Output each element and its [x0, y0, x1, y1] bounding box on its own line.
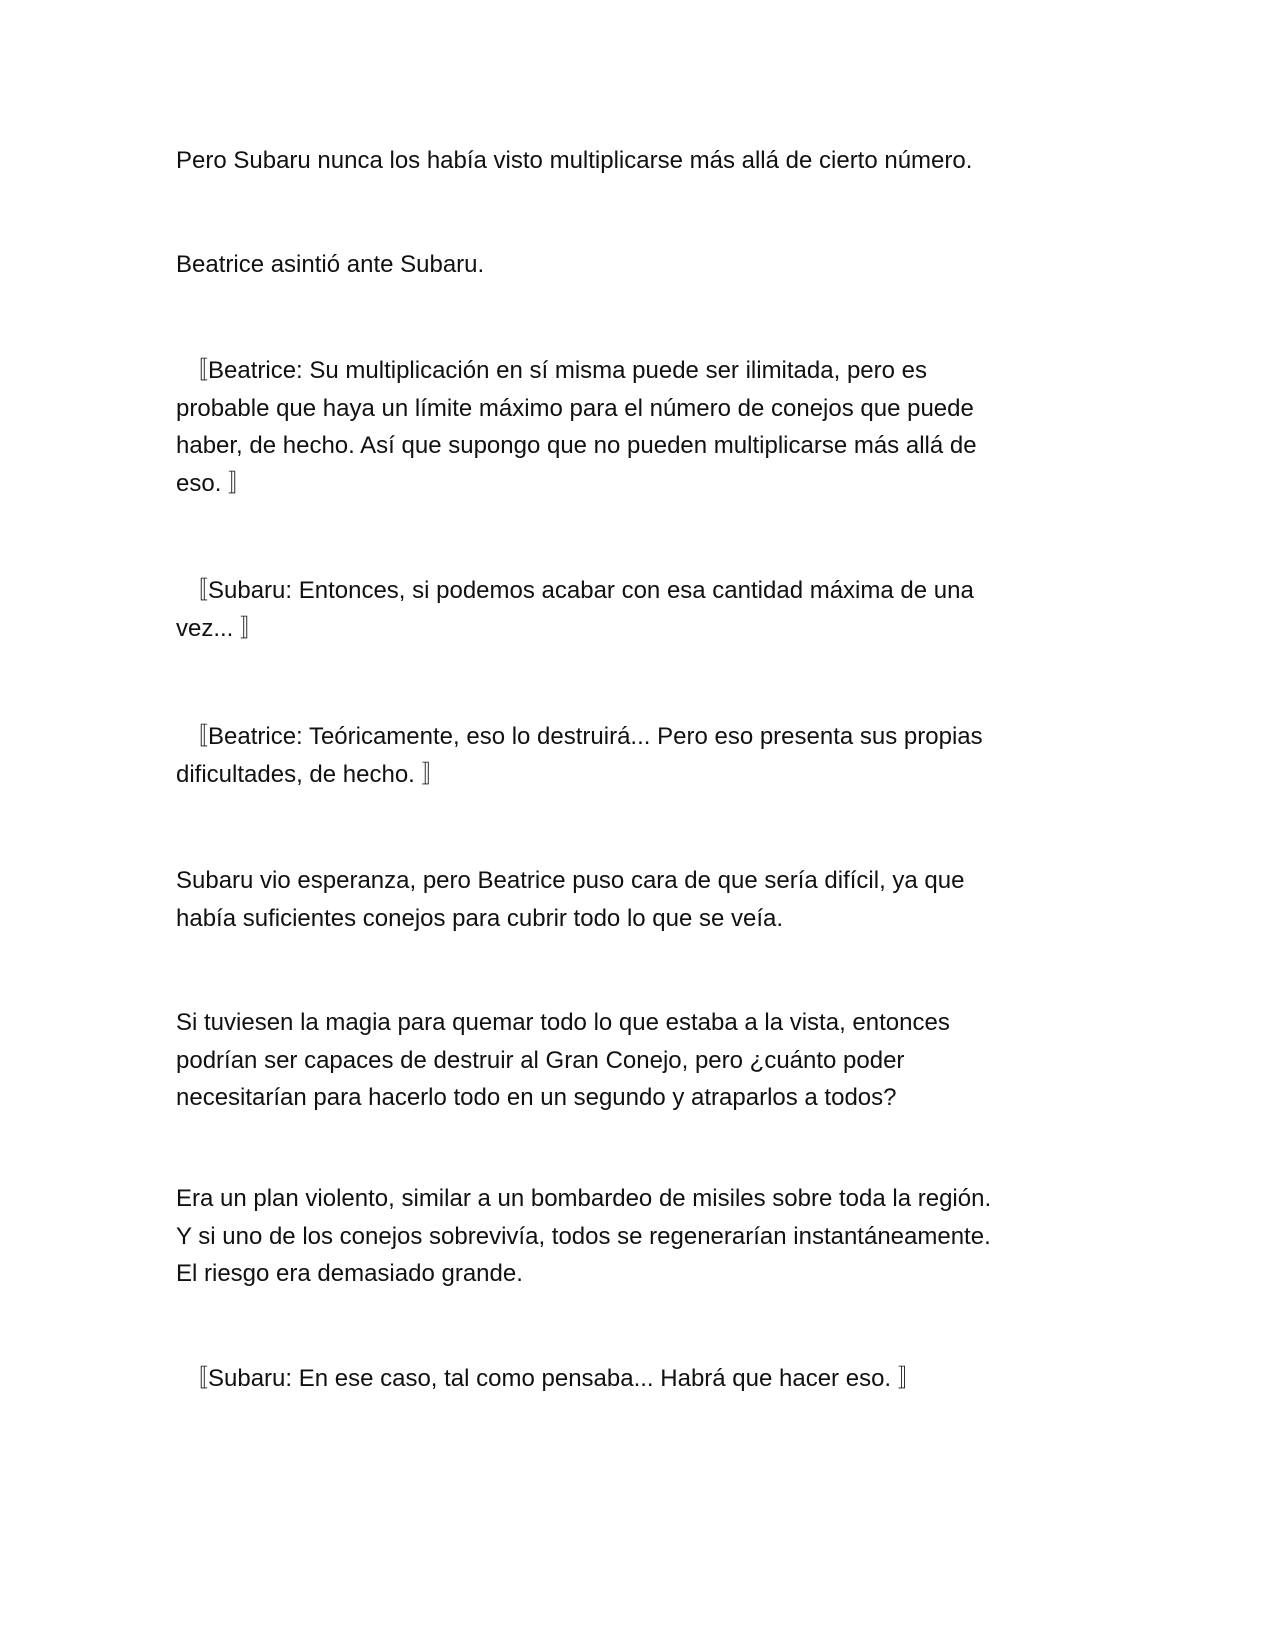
paragraph-dialogue	[176, 1360, 1096, 1398]
text-line: necesitarían para hacerlo todo en un segundo y atraparlos a todos?	[176, 1084, 897, 1111]
text-line: podrían ser capaces de destruir al Gran Conejo, pero ¿cuánto poder	[176, 1046, 905, 1074]
text-line: 〚Subaru: Entonces, si podemos acabar con esa cantidad máxima de una	[184, 577, 974, 604]
paragraph-narration	[176, 246, 1096, 284]
text-line: haber, de hecho. Así que supongo que no pueden multiplicarse más allá de	[176, 432, 977, 459]
text-line: El riesgo era demasiado grande.	[176, 1260, 523, 1287]
text-line: Y si uno de los conejos sobrevivía, todos se regenerarían instantáneamente.	[176, 1222, 991, 1250]
paragraph-narration	[176, 1004, 1096, 1117]
text-line: Si tuviesen la magia para quemar todo lo que estaba a la vista, entonces	[176, 1009, 950, 1036]
text-line: eso. 〛	[176, 469, 253, 497]
text-line: 〚Beatrice: Teóricamente, eso lo destruirá... Pero eso presenta sus propias	[184, 723, 983, 750]
text-line: 〚Beatrice: Su multiplicación en sí misma puede ser ilimitada, pero es	[184, 357, 927, 384]
paragraph-narration	[176, 142, 1096, 180]
paragraph-dialogue	[176, 572, 1096, 647]
paragraph-dialogue	[176, 718, 1096, 793]
paragraph-dialogue	[176, 352, 1096, 502]
paragraph-narration	[176, 862, 1096, 937]
paragraph-narration	[176, 1180, 1096, 1293]
text-line: Subaru vio esperanza, pero Beatrice puso cara de que sería difícil, ya que	[176, 867, 965, 894]
text-line: había suficientes conejos para cubrir todo lo que se veía.	[176, 904, 784, 932]
text-line: 〚Subaru: En ese caso, tal como pensaba... Habrá que hacer eso. 〛	[184, 1365, 922, 1392]
text-line: probable que haya un límite máximo para el número de conejos que puede	[176, 394, 974, 422]
text-line: Beatrice asintió ante Subaru.	[176, 251, 485, 278]
text-line: Era un plan violento, similar a un bombardeo de misiles sobre toda la región.	[176, 1185, 992, 1212]
text-line: dificultades, de hecho. 〛	[176, 760, 446, 788]
text-line: Pero Subaru nunca los había visto multiplicarse más allá de cierto número.	[176, 147, 973, 174]
text-line: vez... 〛	[176, 614, 265, 642]
